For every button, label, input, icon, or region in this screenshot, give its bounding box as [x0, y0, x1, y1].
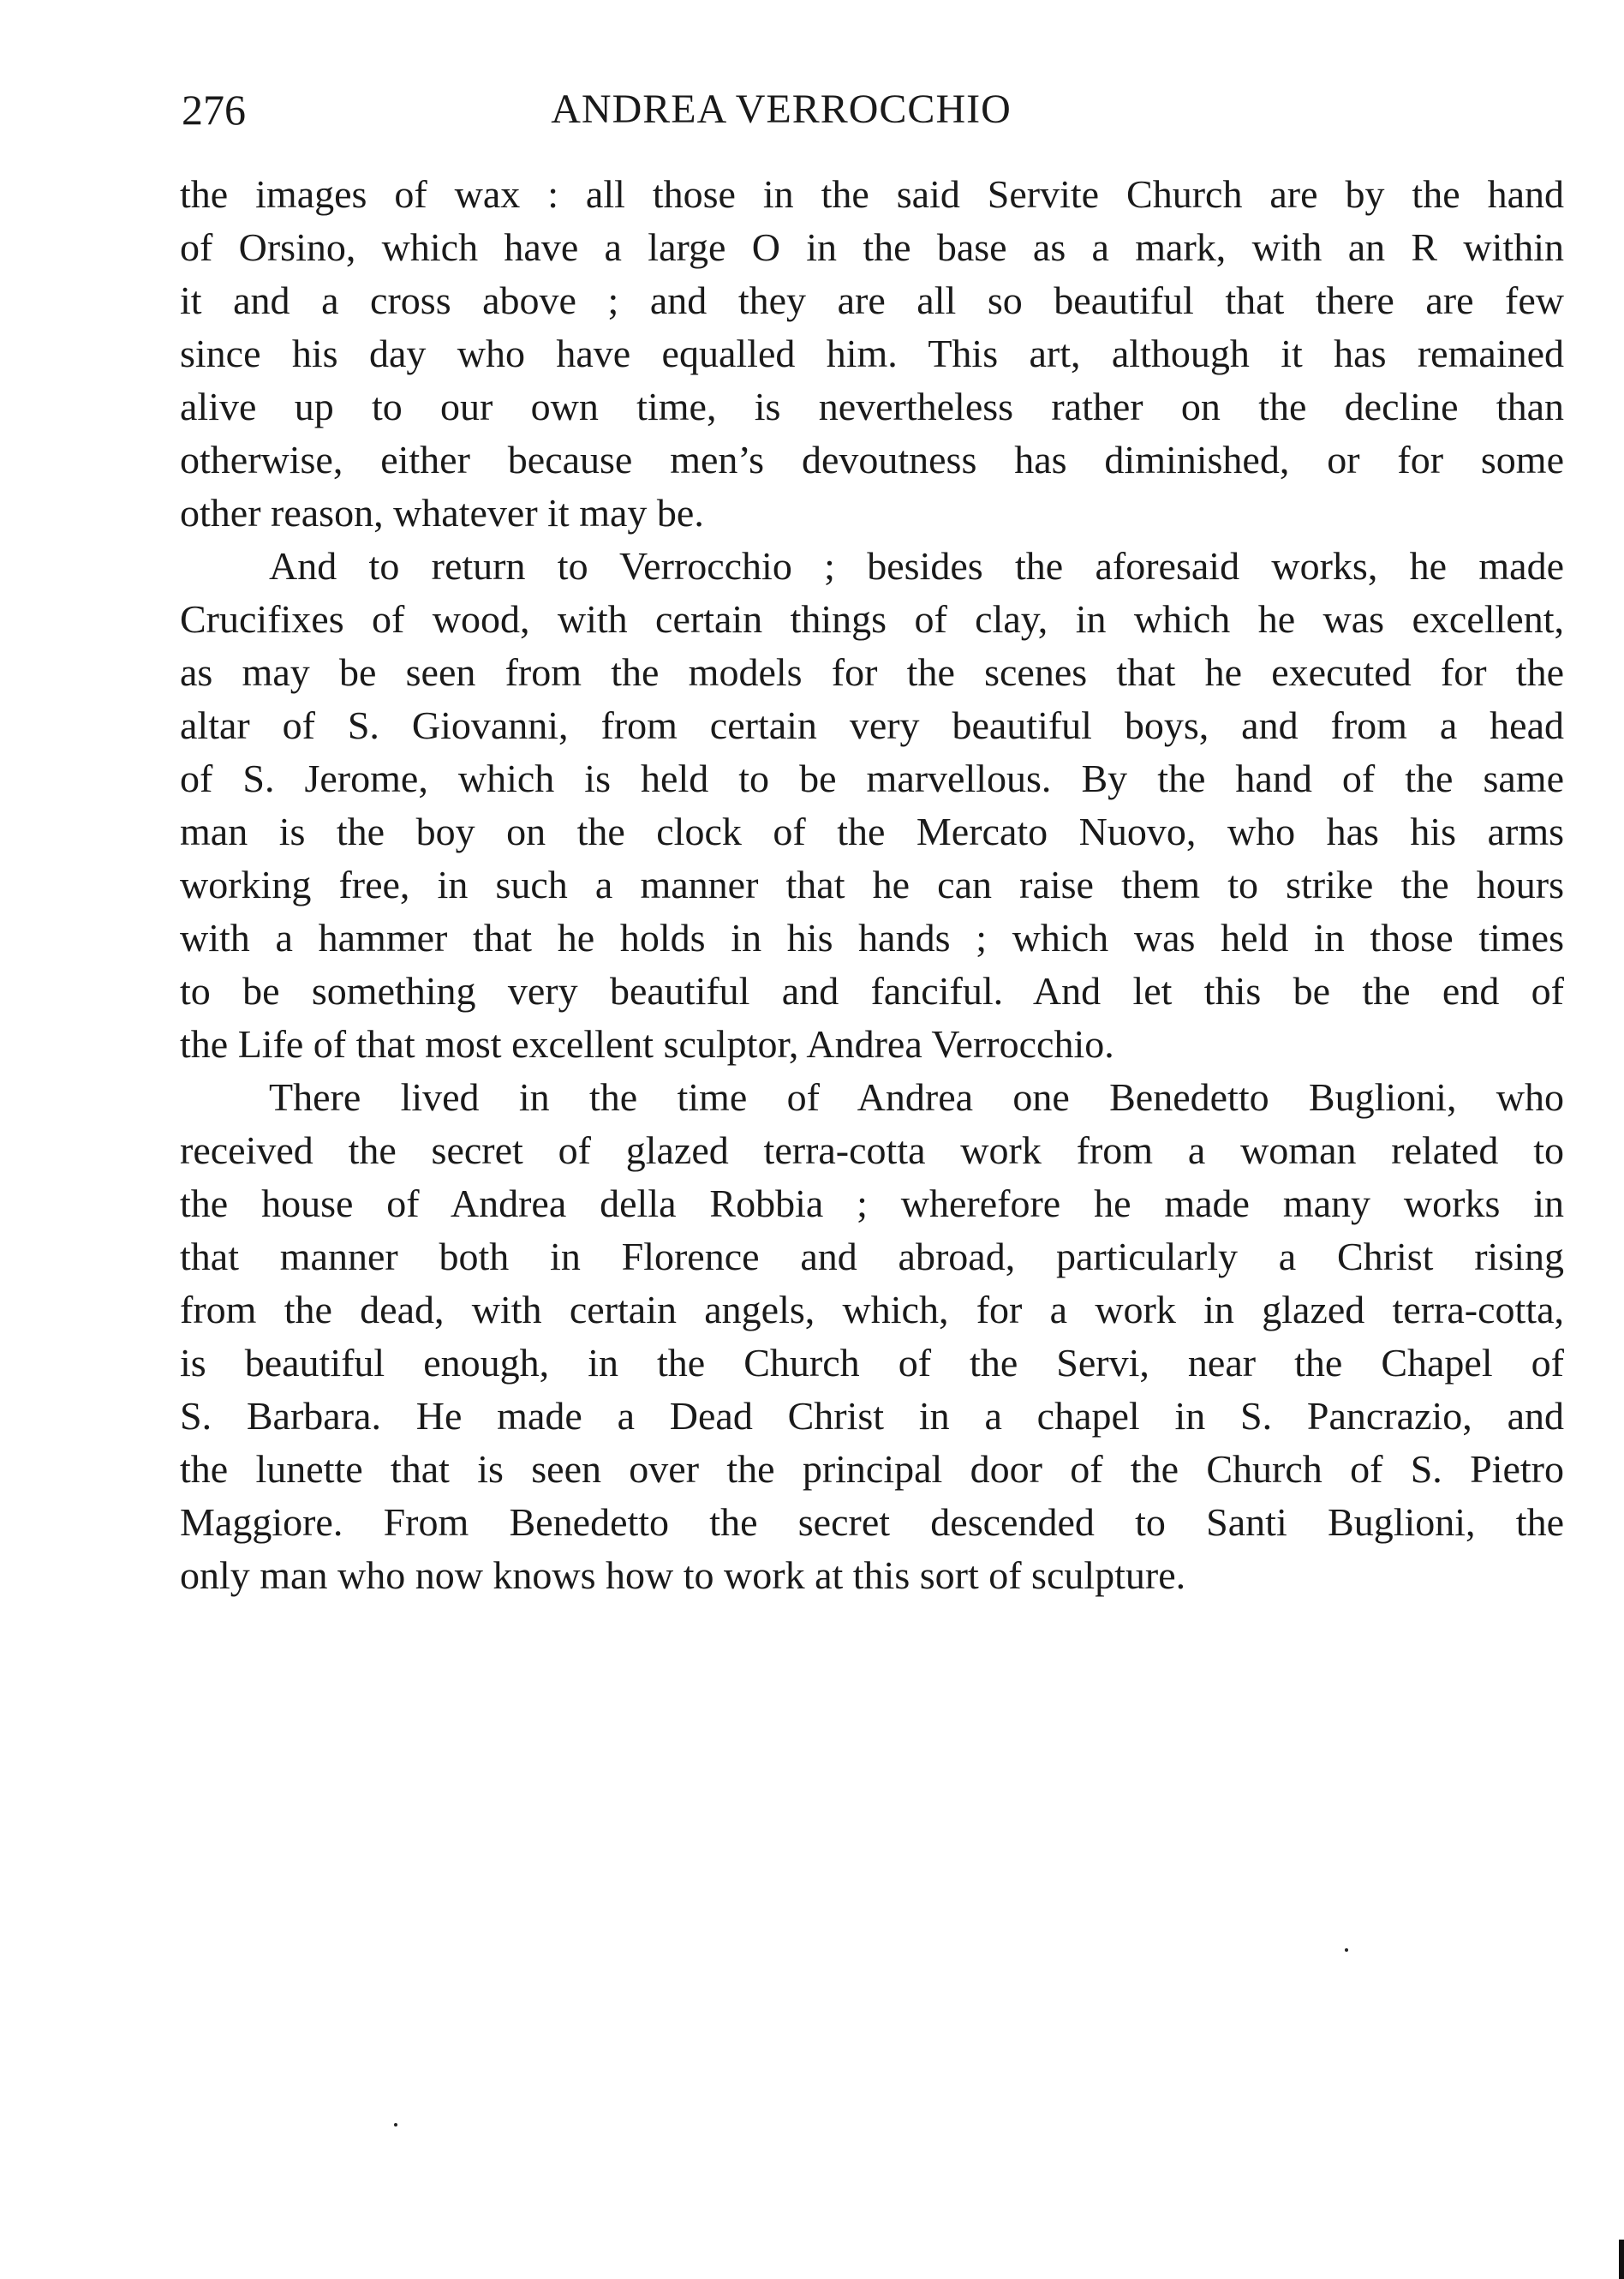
text-line: altar of S. Giovanni, from certain very beautiful boys, and from a head [180, 703, 1564, 747]
text-line: Crucifixes of wood, with certain things of clay, in which he was excellent, [180, 597, 1564, 641]
text-line: from the dead, with certain angels, which, for a work in glazed terra-cotta, [180, 1288, 1564, 1331]
text-line: the images of wax : all those in the said Servite Church are by the hand [180, 172, 1564, 216]
text-line: of S. Jerome, which is held to be marvellous. By the hand of the same [180, 757, 1564, 800]
text-line: S. Barbara. He made a Dead Christ in a chapel in S. Pancrazio, and [180, 1394, 1564, 1438]
text-line: working free, in such a manner that he can raise them to strike the hours [180, 863, 1564, 906]
text-line: the lunette that is seen over the principal door of the Church of S. Pietro [180, 1447, 1564, 1491]
text-line: it and a cross above ; and they are all so beautiful that there are few [180, 278, 1564, 322]
scan-speck [1345, 1948, 1348, 1952]
text-line: as may be seen from the models for the scenes that he executed for the [180, 650, 1564, 694]
text-line: And to return to Verrocchio ; besides the aforesaid works, he made [269, 544, 1564, 588]
running-head [182, 79, 1564, 141]
text-line: Maggiore. From Benedetto the secret descended to Santi Buglioni, the [180, 1500, 1564, 1544]
paragraph-1 [180, 168, 1564, 540]
text-line: to be something very beautiful and fanciful. And let this be the end of [180, 969, 1564, 1013]
paragraph-3 [180, 1071, 1564, 1602]
text-line: alive up to our own time, is nevertheless rather on the decline than [180, 385, 1564, 428]
text-line: other reason, whatever it may be. [180, 491, 704, 535]
text-line: only man who now knows how to work at this sort of sculpture. [180, 1553, 1186, 1597]
text-line: otherwise, either because men’s devoutness has diminished, or for some [180, 438, 1564, 482]
page-number: 276 [182, 86, 246, 134]
body-text [180, 168, 1564, 1602]
scan-speck [394, 2123, 397, 2126]
text-line: the Life of that most excellent sculptor, Andrea Verrocchio. [180, 1022, 1114, 1066]
text-line: received the secret of glazed terra-cotta work from a woman related to [180, 1128, 1564, 1172]
text-line: of Orsino, which have a large O in the base as a mark, with an R within [180, 225, 1564, 269]
text-line: There lived in the time of Andrea one Benedetto Buglioni, who [269, 1075, 1564, 1119]
running-title: ANDREA VERROCCHIO [551, 87, 1012, 132]
scan-edge-mark [1619, 2240, 1624, 2279]
text-line: since his day who have equalled him. This art, although it has remained [180, 332, 1564, 375]
text-line: is beautiful enough, in the Church of the Servi, near the Chapel of [180, 1341, 1564, 1385]
text-line: the house of Andrea della Robbia ; wherefore he made many works in [180, 1181, 1564, 1225]
text-line: that manner both in Florence and abroad, particularly a Christ rising [180, 1235, 1564, 1278]
paragraph-2 [180, 540, 1564, 1071]
text-line: with a hammer that he holds in his hands ; which was held in those times [180, 916, 1564, 960]
text-line: man is the boy on the clock of the Mercato Nuovo, who has his arms [180, 810, 1564, 853]
